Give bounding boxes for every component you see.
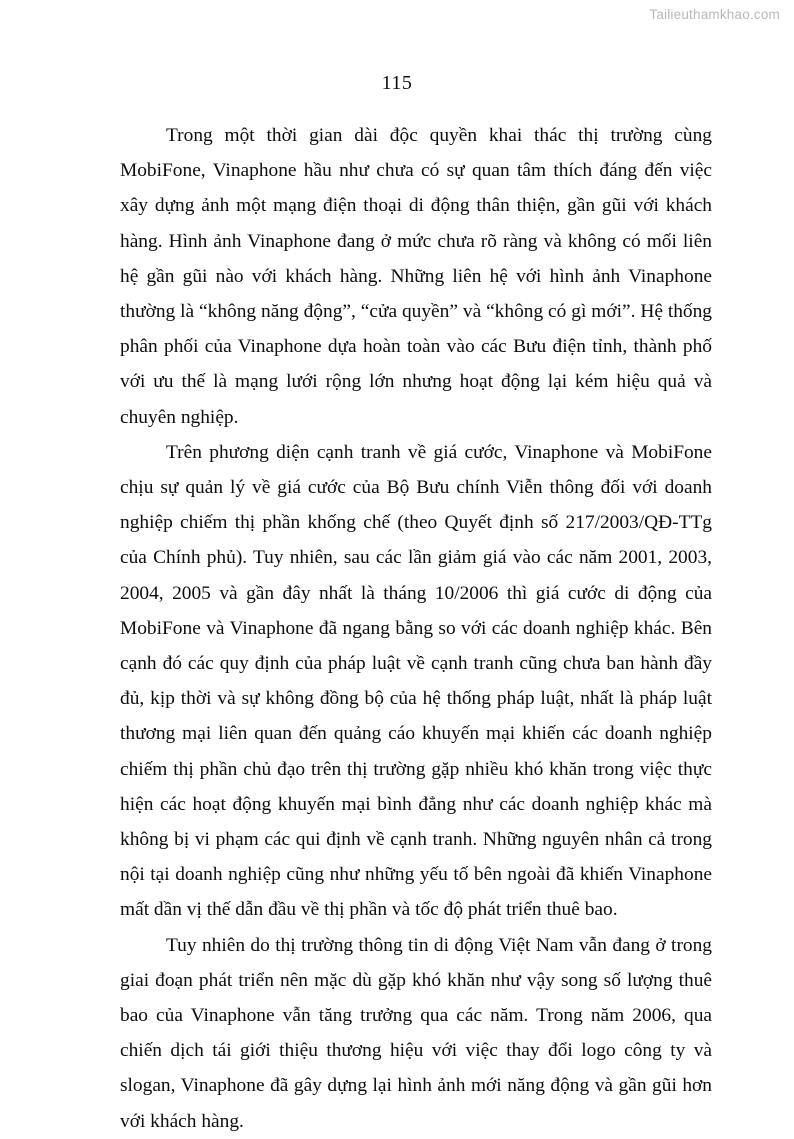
paragraph: Trên phương diện cạnh tranh về giá cước, Vinaphone và MobiFone chịu sự quản lý về giá cước của Bộ Bưu chính Viễn thông đối với doanh nghiệp chiếm thị phần khống chế (theo Quyết định số 217/2003/QĐ-TTg của Chính phủ). Tuy nhiên, sau các lần giảm giá vào các năm 2001, 2003, 2004, 2005 và gần đây nhất là tháng 10/2006 thì giá cước di động của MobiFone và Vinaphone đã ngang bằng so với các doanh nghiệp khác. Bên cạnh đó các quy định của pháp luật về cạnh tranh cũng chưa ban hành đầy đủ, kịp thời và sự không đồng bộ của hệ thống pháp luật, nhất là pháp luật thương mại liên quan đến quảng cáo khuyến mại khiến các doanh nghiệp chiếm thị phần chủ đạo trên thị trường gặp nhiều khó khăn trong việc thực hiện các hoạt động khuyến mại bình đẳng như các doanh nghiệp khác mà không bị vi phạm các qui định về cạnh tranh. Những nguyên nhân cả trong nội tại doanh nghiệp cũng như những yếu tố bên ngoài đã khiến Vinaphone mất dần vị thế dẫn đầu về thị phần và tốc độ phát triển thuê bao. [120,441,712,921]
document-body [120,118,712,1139]
paragraph: Trong một thời gian dài độc quyền khai thác thị trường cùng MobiFone, Vinaphone hầu như chưa có sự quan tâm thích đáng đến việc xây dựng ảnh một mạng điện thoại di động thân thiện, gần gũi với khách hàng. Hình ảnh Vinaphone đang ở mức chưa rõ ràng và không có mối liên hệ gần gũi nào với khách hàng. Những liên hệ với hình ảnh Vinaphone thường là “không năng động”, “cửa quyền” và “không có gì mới”. Hệ thống phân phối của Vinaphone dựa hoàn toàn vào các Bưu điện tỉnh, thành phố với ưu thế là mạng lưới rộng lớn nhưng hoạt động lại kém hiệu quả và chuyên nghiệp. [120,125,712,428]
paragraph: Tuy nhiên do thị trường thông tin di động Việt Nam vẫn đang ở trong giai đoạn phát triển nên mặc dù gặp khó khăn như vậy song số lượng thuê bao của Vinaphone vẫn tăng trưởng qua các năm. Trong năm 2006, qua chiến dịch tái giới thiệu thương hiệu với việc thay đổi logo công ty và slogan, Vinaphone đã gây dựng lại hình ảnh mới năng động và gần gũi hơn với khách hàng. [120,934,712,1132]
site-watermark: Tailieuthamkhao.com [649,7,780,22]
page-number: 115 [381,72,413,94]
